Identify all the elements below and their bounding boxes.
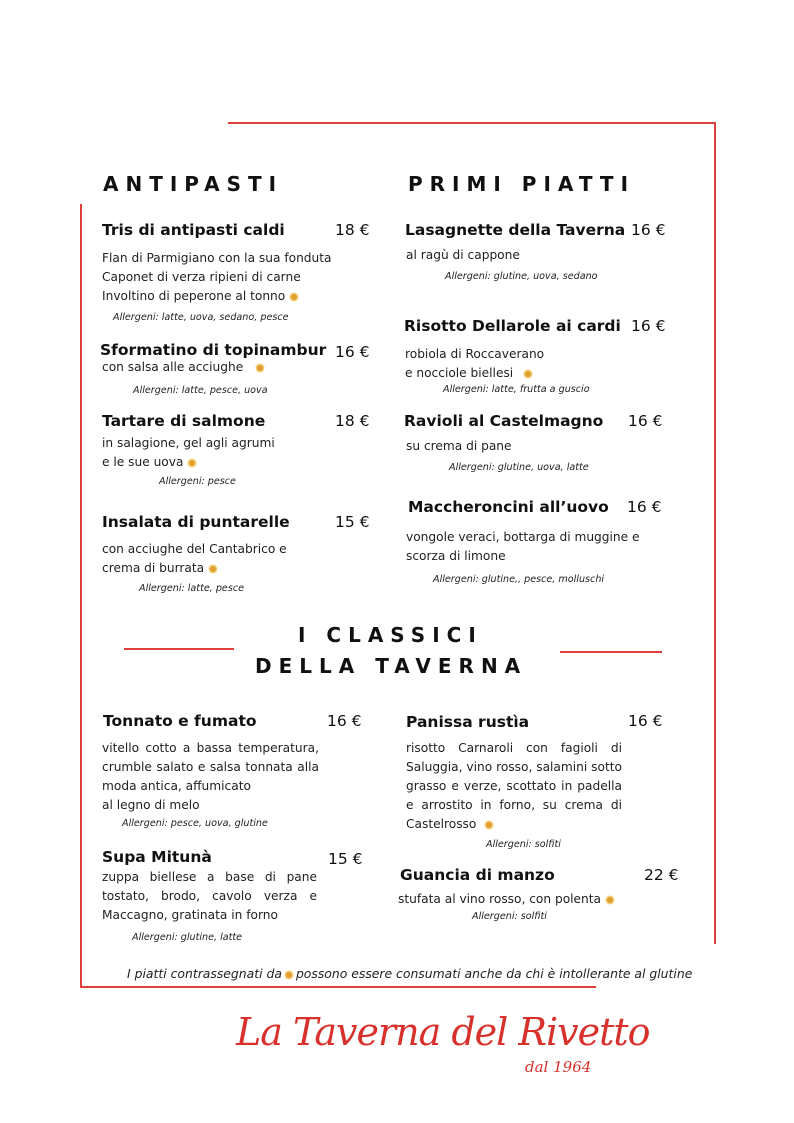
description-line: al legno di melo [102, 798, 200, 812]
dish-description [406, 437, 512, 456]
description-line: con salsa alle acciughe [102, 360, 244, 374]
dish-description [102, 358, 263, 377]
dish-name: Risotto Dellarole ai cardi [404, 317, 621, 335]
allergens: Allergeni: solfiti [472, 911, 547, 922]
classici-title-line2: DELLA TAVERNA [255, 654, 528, 678]
dish-price: 22 € [644, 866, 679, 884]
allergens: Allergeni: latte, uova, sedano, pesce [113, 312, 289, 323]
description-text: vitello cotto a bassa temperatura, crumble salato e salsa tonnata alla moda antica, affumicato [102, 741, 319, 793]
dish-price: 18 € [335, 221, 370, 239]
dish-description [406, 246, 520, 265]
dish-price: 15 € [335, 513, 370, 531]
description-line: Caponet di verza ripieni di carne [102, 270, 301, 284]
dish-name: Guancia di manzo [400, 866, 555, 884]
primi-title: PRIMI PIATTI [408, 172, 636, 196]
description-line: e le sue uova [102, 455, 184, 469]
frame-bottom-line [80, 986, 596, 988]
dish-description [102, 868, 317, 925]
frame-top-line [228, 122, 716, 124]
frame-right-line [714, 122, 716, 944]
dish-price: 18 € [335, 412, 370, 430]
dish-description [406, 739, 622, 834]
allergens: Allergeni: latte, frutta a guscio [443, 384, 590, 395]
dish-price: 16 € [335, 343, 370, 361]
dish-name: Supa Mitunà [102, 848, 212, 866]
logo-since: dal 1964 [525, 1058, 592, 1076]
gluten-free-icon [189, 460, 195, 466]
dish-price: 16 € [327, 712, 362, 730]
gluten-free-icon [607, 897, 613, 903]
allergens: Allergeni: solfiti [486, 839, 561, 850]
description-text: risotto Carnaroli con fagioli di Saluggia, vino rosso, salamini sotto grasso e verze, scottato in padella e arrostito in forno, su crema di Castelrosso [406, 741, 622, 831]
dish-name: Insalata di puntarelle [102, 513, 290, 531]
allergens: Allergeni: glutine, latte [132, 932, 243, 943]
description-line: crema di burrata [102, 561, 205, 575]
dish-name: Ravioli al Castelmagno [404, 412, 604, 430]
dish-description [102, 249, 332, 306]
gluten-free-icon [286, 972, 292, 978]
description-line: con acciughe del Cantabrico e [102, 542, 287, 556]
dish-description [406, 528, 640, 566]
gluten-free-footnote [127, 966, 692, 981]
classici-right-line [560, 651, 662, 653]
dish-price: 16 € [628, 712, 663, 730]
description-line: e nocciole biellesi [405, 366, 514, 380]
antipasti-title: ANTIPASTI [103, 172, 284, 196]
dish-name: Panissa rustìa [406, 713, 530, 731]
classici-left-line [124, 648, 234, 650]
dish-price: 15 € [328, 850, 363, 868]
gluten-free-icon [486, 822, 492, 828]
dish-description [102, 540, 287, 578]
dish-name: Sformatino di topinambur [100, 341, 327, 359]
dish-name: Lasagnette della Taverna [405, 221, 626, 239]
dish-name: Tartare di salmone [102, 412, 266, 430]
dish-price: 16 € [627, 498, 662, 516]
dish-name: Tris di antipasti caldi [102, 221, 285, 239]
dish-price: 16 € [628, 412, 663, 430]
gluten-free-icon [525, 371, 531, 377]
gluten-free-icon [291, 294, 297, 300]
gluten-free-icon [210, 566, 216, 572]
allergens: Allergeni: glutine, uova, sedano [445, 271, 598, 282]
dish-name: Tonnato e fumato [103, 712, 257, 730]
allergens: Allergeni: glutine, uova, latte [449, 462, 589, 473]
allergens: Allergeni: glutine,, pesce, molluschi [433, 574, 605, 585]
allergens: Allergeni: pesce, uova, glutine [122, 818, 268, 829]
dish-description [102, 739, 319, 815]
dish-description [398, 890, 613, 909]
description-line: su crema di pane [406, 439, 512, 453]
classici-title-line1: I CLASSICI [298, 623, 483, 647]
allergens: Allergeni: latte, pesce [139, 583, 244, 594]
frame-left-line [80, 204, 82, 988]
dish-description [102, 434, 275, 472]
dish-description [405, 345, 544, 383]
allergens: Allergeni: pesce [159, 476, 236, 487]
allergens: Allergeni: latte, pesce, uova [133, 385, 268, 396]
description-line: stufata al vino rosso, con polenta [398, 892, 602, 906]
description-line: Flan di Parmigiano con la sua fonduta [102, 251, 332, 265]
dish-price: 16 € [631, 221, 666, 239]
description-line: in salagione, gel agli agrumi [102, 436, 275, 450]
restaurant-logo: La Taverna del Rivetto [236, 1010, 650, 1054]
description-line: Involtino di peperone al tonno [102, 289, 286, 303]
footnote-text-before: I piatti contrassegnati da [127, 966, 282, 981]
description-text: zuppa biellese a base di pane tostato, brodo, cavolo verza e Maccagno, gratinata in forno [102, 870, 317, 922]
gluten-free-icon [257, 365, 263, 371]
dish-price: 16 € [631, 317, 666, 335]
description-line: robiola di Roccaverano [405, 347, 545, 361]
description-line: scorza di limone [406, 549, 506, 563]
footnote-text-after: possono essere consumati anche da chi è intollerante al glutine [295, 966, 693, 981]
dish-name: Maccheroncini all’uovo [408, 498, 609, 516]
description-line: vongole veraci, bottarga di muggine e [406, 530, 640, 544]
description-line: al ragù di cappone [406, 248, 520, 262]
